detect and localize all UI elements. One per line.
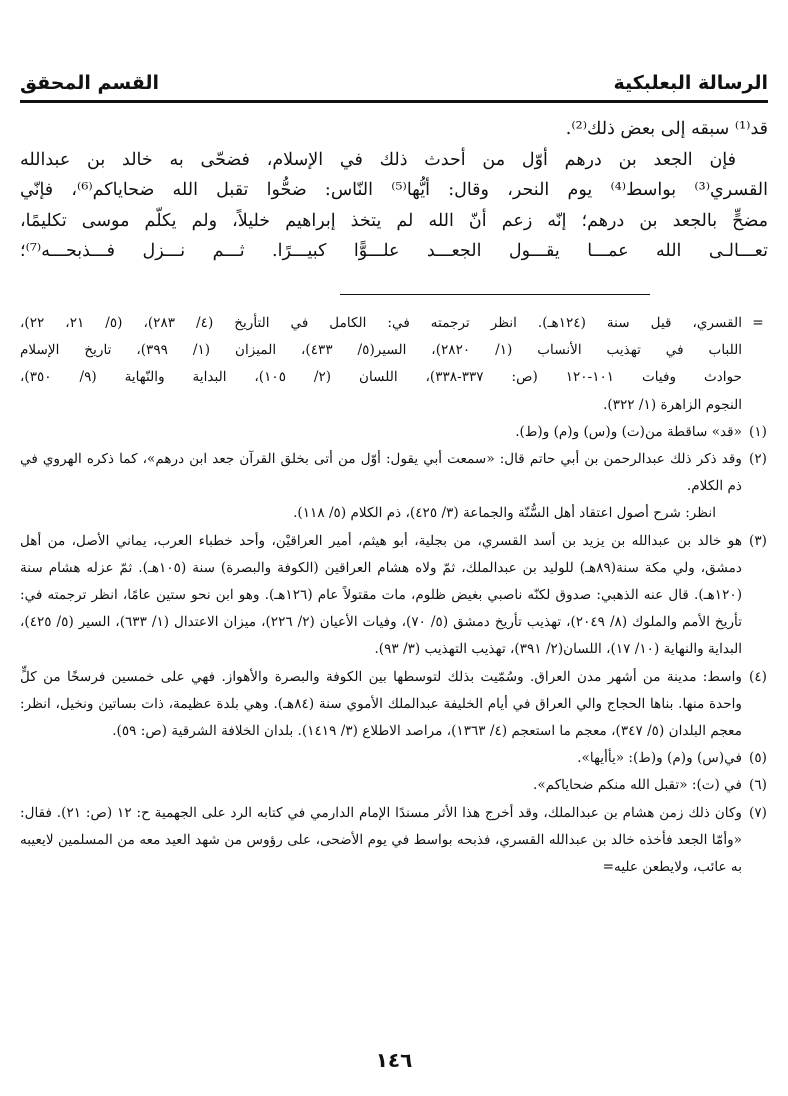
footnote-4: [20, 664, 774, 746]
footnote-5: [20, 745, 774, 772]
footnote-divider: [340, 294, 650, 295]
footnote-2: [20, 446, 774, 528]
continuation-line: حوادث وفيات ١٠١-١٢٠ (ص: ٣٣٧-٣٣٨)، اللسان (٢/ ١٠٥)، البداية والنّهاية (٩/ ٣٥٠)،: [20, 369, 742, 386]
paragraph-1: قد⁽¹⁾ سبقه إلى بعض ذلك⁽²⁾.: [565, 119, 768, 139]
paragraph-2-line-2: القسري⁽³⁾ بواسط⁽⁴⁾ يوم النحر، وقال: أيُّها⁽⁵⁾ النّاس: ضحُّوا تقبل الله ضحاياكم⁽⁶⁾، فإنّي: [20, 180, 768, 200]
footnote-1: [20, 419, 774, 446]
footnote-text: في (ت): «تقبل الله منكم ضحاياكم».: [533, 777, 742, 794]
continuation-line: النجوم الزاهرة (١/ ٣٢٢).: [603, 396, 742, 413]
running-header: [20, 64, 768, 94]
footnote-number: (١): [749, 423, 767, 440]
footnote-reference: انظر: شرح أصول اعتقاد أهل السُّنّة والجماعة (٣/ ٤٢٥)، ذم الكلام (٥/ ١١٨).: [293, 505, 716, 522]
main-text: [20, 114, 768, 267]
footnote-number: (٤): [749, 668, 767, 685]
continuation-line: اللباب في تهذيب الأنساب (١/ ٢٨٢٠)، السير(٥/ ٤٣٣)، الميزان (١/ ٣٩٩)، تاريخ الإسلام: [20, 342, 742, 359]
header-section-title: القسم المحقق: [20, 72, 160, 94]
footnote-text: هو خالد بن عبدالله بن يزيد بن أسد القسري، من بجلية، أبو هيثم، أمير العراقيْن، وأحد خطباء العرب، يماني الأصل، من أهل دمشق، ولي مكة سنة(٨٩هـ) للوليد بن عبدالملك، ثمّ ولاه هشام العراقين (الكوفة والبصرة) سنة (١٠٥هـ). ثمّ عزله هشام سنة (١٢٠هـ). قال عنه الذهبي: صدوق لكنّه ناصبي بغيض ظلوم، مات مقتولاً عام (١٢٦هـ). وهو ابن نحو ستين عامًا، انظر ترجمته في: تأريخ الأمم والملوك (٨/ ٢٠٤٩)، تهذيب تأريخ دمشق (٥/ ٧٠)، وفيات الأعيان (٢/ ٢٢٦)، ميزان الاعتدال (١/ ٦٣٣)، السير (٥/ ٤٢٥)، البداية والنهاية (١٠/ ١٧)، اللسان(٢/ ٣٩١)، تهذيب التهذيب (٣/ ٩٣).: [20, 532, 742, 658]
footnote-number: (٢): [749, 451, 767, 468]
footnote-text: وكان ذلك زمن هشام بن عبدالملك، وقد أخرج هذا الأثر مسندًا الإمام الدارمي في كتابه الرد على الجهمية ح: ١٢ (ص: ٢١). فقال: «وأمّا الجعد فأخذه خالد بن عبدالله القسري، فذبحه بواسط في يوم الأضحى، على رؤوس من شهد العيد معه من المسلمين لايعيبه به عائب، ولايطعن عليه=: [20, 804, 742, 876]
paragraph-2-line-1: فإن الجعد بن درهم أوّل من أحدث ذلك في الإسلام، فضحّى به خالد بن عبدالله: [20, 149, 736, 170]
footnote-text: «قد» ساقطة من(ت) و(س) و(م) و(ط).: [515, 423, 742, 440]
continuation-line: القسري، قيل سنة (١٢٤هـ). انظر ترجمته في: الكامل في التأريخ (٤/ ٢٨٣)، (٥/ ٢١، ٢٢)،: [20, 315, 742, 331]
footnote-3: [20, 528, 774, 664]
footnote-text: واسط: مدينة من أشهر مدن العراق. وسُمّيت بذلك لتوسطها بين الكوفة والبصرة والأهواز. فهي على خمسين فرسخًا من كلٍّ واحدة منها. بناها الحجاج والي العراق في أيام الخليفة عبدالملك الأموي سنة (٨٤هـ). وهي بلدة عظيمة، ذات بساتين ونخيل، انظر: معجم البلدان (٥/ ٣٤٧)، معجم ما استعجم (٤/ ١٣٦٣)، مراصد الاطلاع (٣/ ١٤١٩). بلدان الخلافة الشرقية (ص: ٥٩).: [20, 668, 742, 740]
footnote-number: (٣): [749, 532, 767, 549]
header-book-title: الرسالة البعلبكية: [613, 72, 768, 94]
footnote-6: [20, 772, 774, 799]
continuation-marker: =: [752, 315, 764, 331]
footnote-7: [20, 800, 774, 882]
page-number: ١٤٦: [375, 1048, 413, 1072]
footnote-number: (٦): [749, 777, 767, 794]
footnote-text: وقد ذكر ذلك عبدالرحمن بن أبي حاتم قال: «سمعت أبي يقول: أوّل من أتى بخلق القرآن جعد ابن درهم»، كما ذكره الهروي في ذم الكلام.: [20, 451, 742, 495]
footnote-continuation: [20, 310, 774, 419]
paragraph-2-line-3: مضحٍّ بالجعد بن درهم؛ إنّه زعم أنّ الله لم يتخذ إبراهيم خليلاً، ولم يكلّم موسى تكليمًا،: [20, 210, 768, 231]
paragraph-2-line-4: تعـــالـى الله عمـــا يقـــول الجعـــد علـــوًّا كبيـــرًا. ثـــم نـــزل فـــذبحـــه⁽⁷⁾؛: [20, 241, 768, 261]
header-divider: [20, 100, 768, 103]
footnote-number: (٧): [749, 804, 767, 821]
footnote-number: (٥): [749, 750, 767, 767]
footnotes: [20, 310, 774, 881]
footnote-text: في(س) و(م) و(ط): «يأأيها».: [577, 750, 742, 767]
